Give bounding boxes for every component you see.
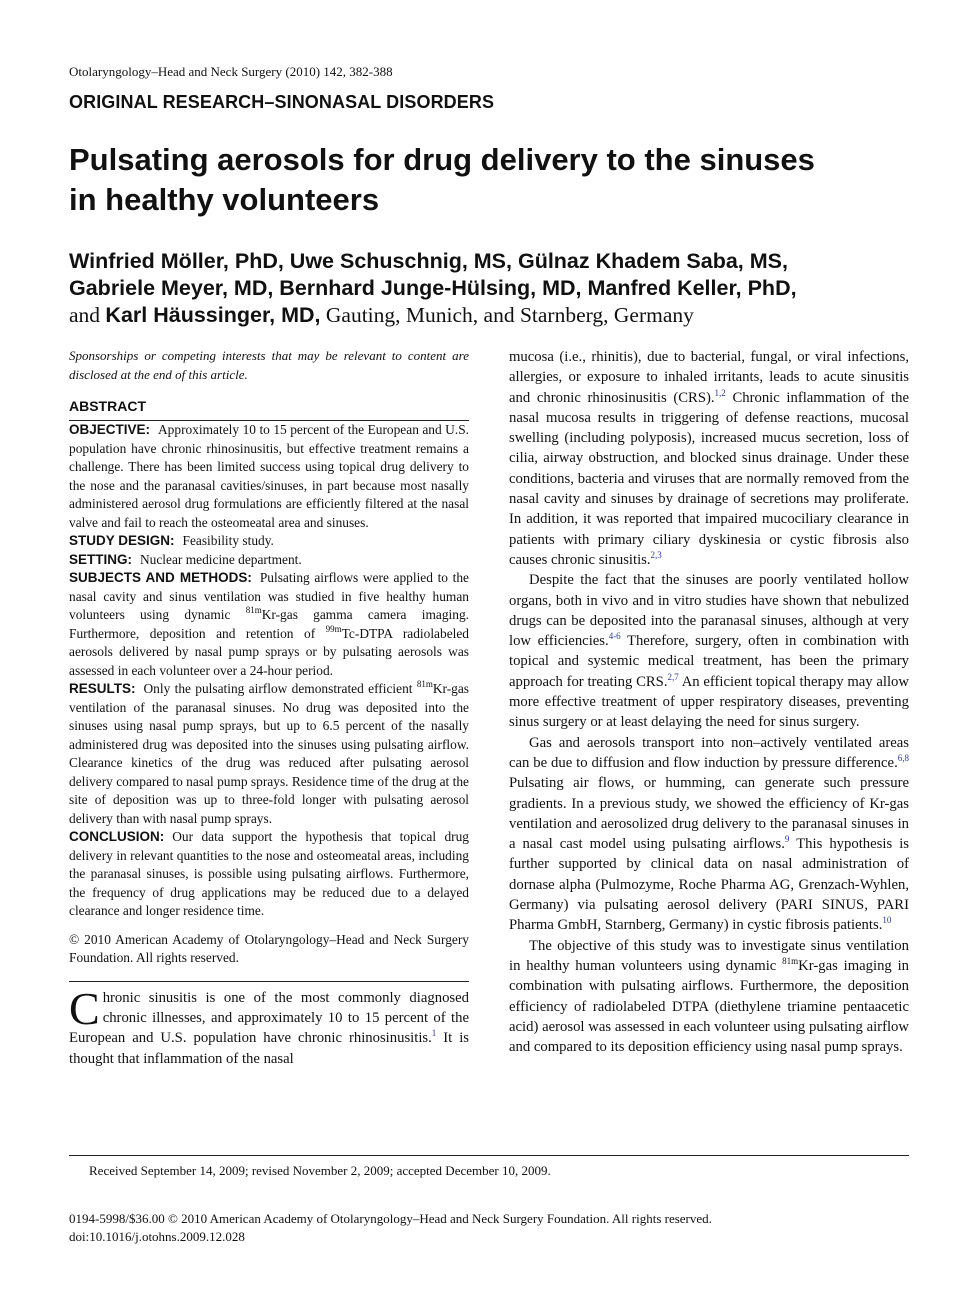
paragraph-text: Gas and aerosols transport into non–actively ventilated areas can be due to diffusion and flow induction by pressure difference. (509, 734, 909, 771)
isotope-superscript: 81m (782, 955, 799, 966)
intro-text-b: It is thought that inflammation of the nasal (69, 1030, 469, 1067)
authors-line-1: Winfried Möller, PhD, Uwe Schuschnig, MS, Gülnaz Khadem Saba, MS, (69, 249, 788, 273)
article-title (69, 140, 929, 220)
abstract-conclusion (69, 828, 469, 921)
reference-link[interactable]: 2,7 (667, 671, 679, 682)
received-dates: Received September 14, 2009; revised November 2, 2009; accepted December 10, 2009. (89, 1163, 551, 1178)
reference-link[interactable]: 9 (784, 834, 790, 845)
results-text-a: Only the pulsating airflow demonstrated efficient (143, 681, 417, 696)
abstract-methods (69, 569, 469, 680)
results-label: RESULTS: (69, 681, 136, 696)
abstract-objective (69, 421, 469, 532)
abstract-study-design (69, 532, 469, 551)
authors-and: and (69, 303, 106, 327)
results-text-b: Kr-gas ventilation of the paranasal sinuses. No drug was deposited into the sinuses using nasal pump sprays, but up to 6.5 percent of the nasally administered drug was deposited into the sinuses using pulsating airflow. Clearance kinetics of the drug was reduced after pulsating aerosol delivery compared to nasal pump sprays. Residence time of the drug at the site of deposition was up to three-fold longer with pulsating aerosol delivery than with nasal pump sprays. (69, 681, 469, 826)
study-design-text: Feasibility study. (182, 533, 274, 548)
methods-text-b: Kr-gas gamma camera imaging. Furthermore, deposition and retention of (69, 607, 470, 641)
affiliation: Gauting, Munich, and Starnberg, Germany (320, 303, 694, 327)
study-design-label: STUDY DESIGN: (69, 533, 175, 548)
isotope-superscript: 81m (245, 605, 262, 615)
abstract-copyright: © 2010 American Academy of Otolaryngology–Head and Neck Surgery Foundation. All rights reserved. (69, 931, 469, 965)
author-list (69, 248, 929, 329)
intro-paragraph (69, 982, 469, 1069)
abstract-divider (69, 981, 469, 982)
title-line-1: Pulsating aerosols for drug delivery to the sinuses (69, 142, 815, 177)
reference-link[interactable]: 4-6 (608, 631, 621, 642)
setting-text: Nuclear medicine department. (140, 551, 302, 567)
paragraph-text: Pulsating air flows, or humming, can generate such pressure gradients. In a previous study, we showed the efficiency of Kr-gas ventilation and aerosolized drug delivery to the paranasal sinuses in a nasal cast model using pulsating airflows. (509, 775, 909, 853)
left-column (69, 346, 469, 1069)
body-paragraph-2 (509, 570, 909, 732)
methods-text-a: Pulsating airflows were applied to the nasal cavity and sinus ventilation was studied in five healthy human volunteers using dynamic (69, 570, 470, 622)
drop-cap: C (69, 982, 100, 1034)
isotope-superscript: 81m (416, 679, 433, 689)
doi-line[interactable]: doi:10.1016/j.otohns.2009.12.028 (69, 1229, 245, 1244)
abstract-setting (69, 551, 469, 570)
methods-text-c: Tc-DTPA radiolabeled aerosols delivered by nasal pump sprays or by pulsating aerosols was assessed in each volunteer over a 24-hour period. (69, 625, 469, 678)
paragraph-text: Kr-gas imaging in combination with pulsating airflows. Furthermore, the deposition efficiency of radiolabeled DTPA (diethylene triamine pentaacetic acid) aerosol was assessed in each volunteer using pulsating airflow and compared to its deposition efficiency using nasal pump sprays. (509, 957, 910, 1056)
paragraph-text: This hypothesis is further supported by clinical data on nasal administration of dornase alpha (Pulmozyme, Roche Pharma AG, Grenzach-Wyhlen, Germany) via pulsating aerosol delivery (PARI SINUS, PARI Pharma GmbH, Starnberg, Germany) in cystic fibrosis patients. (509, 836, 909, 934)
paragraph-text: Therefore, surgery, often in combination with topical and systemic medical treatment, has been the primary approach for treating CRS. (509, 633, 909, 690)
last-author: Karl Häussinger, MD, (105, 303, 321, 327)
paragraph-text: An efficient topical therapy may allow more effective treatment of upper respiratory diseases, preventing sinus surgery or at least delaying the need for sinus surgery. (509, 673, 909, 731)
methods-label: SUBJECTS AND METHODS: (69, 570, 252, 585)
abstract-results (69, 680, 469, 828)
title-line-2: in healthy volunteers (69, 182, 380, 217)
conclusion-text: Our data support the hypothesis that topical drug delivery in relevant quantities to the nose and osteomeatal areas, including the paranasal sinuses, is possible using pulsating airflows. Furthermore, the frequency of drug applications may be reduced due to a delayed clearance and longer residence time. (69, 829, 469, 918)
paragraph-text: Chronic inflammation of the nasal mucosa results in triggering of defense reactions, mucosal swelling (including polyposis), increased mucus secretion, loss of cilia, airway obstruction, and blocked sinus drainage. Under these conditions, bacteria and viruses that are normally removed from the nasal cavity and sinuses by drainage of secretions may proliferate. In addition, it was reported that impaired mucociliary clearance in patients with primary ciliary dyskinesia or cystic fibrosis also causes chronic sinusitis. (509, 389, 909, 568)
conclusion-label: CONCLUSION: (69, 829, 165, 844)
sponsorship-note: Sponsorships or competing interests that may be relevant to content are disclosed at the end of this article. (69, 348, 469, 382)
paragraph-text: mucosa (i.e., rhinitis), due to bacterial, fungal, or viral infections, allergies, or exposure to inhaled irritants, leads to acute sinusitis and chronic rhinosinusitis (CRS). (509, 349, 909, 406)
body-paragraph-3 (509, 733, 909, 936)
paragraph-text: The objective of this study was to investigate sinus ventilation in healthy human volunteers using dynamic (509, 937, 909, 974)
issn-copyright-line: 0194-5998/$36.00 © 2010 American Academy of Otolaryngology–Head and Neck Surgery Foundation. All rights reserved. (69, 1211, 712, 1226)
right-column (509, 347, 909, 1057)
reference-link[interactable]: 10 (882, 915, 892, 926)
reference-link[interactable]: 1 (431, 1028, 437, 1039)
intro-text-a: hronic sinusitis is one of the most commonly diagnosed chronic illnesses, and approximately 10 to 15 percent of the European and U.S. population have chronic rhinosinusitis. (69, 989, 469, 1047)
body-paragraph-4 (509, 936, 909, 1058)
reference-link[interactable]: 1,2 (714, 387, 726, 398)
reference-link[interactable]: 2,3 (650, 549, 662, 560)
isotope-superscript: 99m (325, 623, 342, 634)
objective-label: OBJECTIVE: (69, 422, 151, 437)
section-label: ORIGINAL RESEARCH–SINONASAL DISORDERS (69, 92, 495, 112)
authors-line-2: Gabriele Meyer, MD, Bernhard Junge-Hülsing, MD, Manfred Keller, PhD, (69, 276, 797, 300)
paragraph-text: Despite the fact that the sinuses are poorly ventilated hollow organs, both in vivo and in vitro studies have shown that nebulized drugs can be deposited into the paranasal sinuses, although at very low efficiencies. (509, 572, 909, 650)
setting-label: SETTING: (69, 551, 132, 567)
footnote-divider (69, 1155, 909, 1156)
abstract-heading: ABSTRACT (69, 398, 469, 421)
journal-citation: Otolaryngology–Head and Neck Surgery (2010) 142, 382-388 (69, 64, 393, 79)
reference-link[interactable]: 6,8 (897, 752, 909, 763)
body-paragraph-1 (509, 347, 909, 570)
objective-text: Approximately 10 to 15 percent of the European and U.S. population have chronic rhinosinusitis, but effective treatment remains a challenge. There has been limited success using topical drug delivery to the nose and the paranasal cavities/sinuses, in part because most nasally administered aerosol drug formulations are efficiently filtered at the nasal valve and fail to reach the osteomeatal area and sinuses. (69, 422, 469, 530)
